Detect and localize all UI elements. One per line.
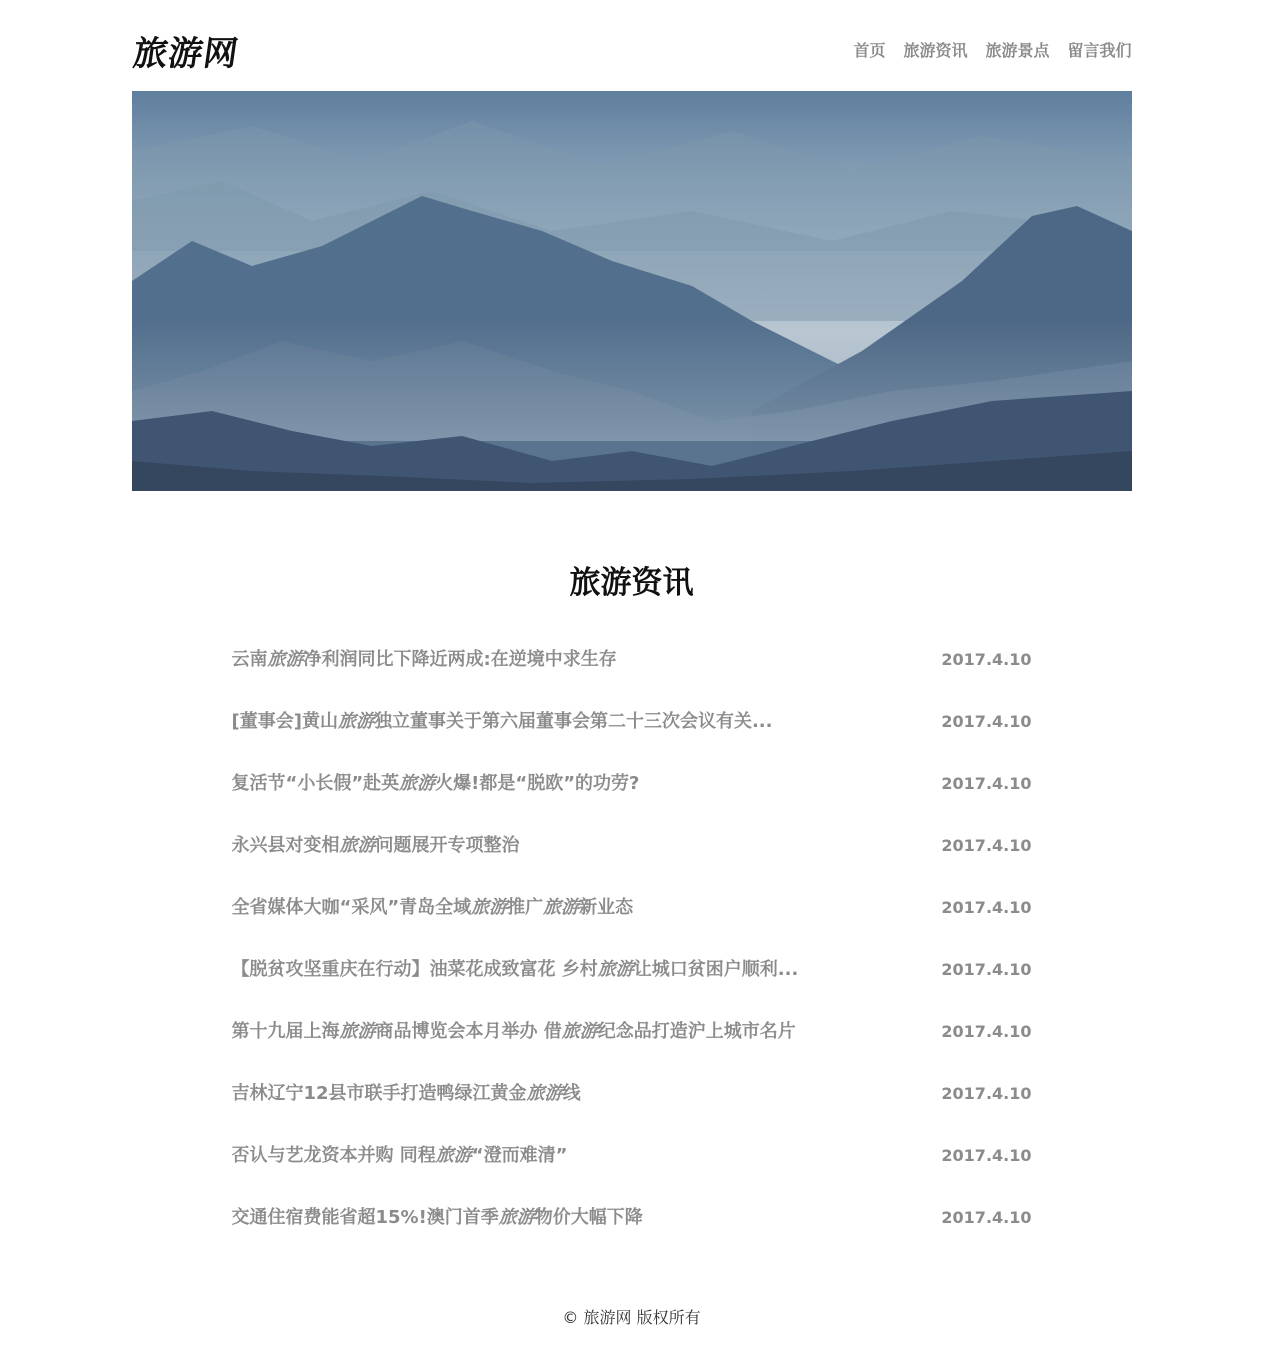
banner-image xyxy=(132,91,1132,491)
news-item[interactable] xyxy=(232,893,1032,955)
news-title-text: 线 xyxy=(562,1083,581,1104)
news-title-link[interactable] xyxy=(232,1141,832,1171)
news-title-link[interactable] xyxy=(232,831,832,861)
news-item[interactable] xyxy=(232,707,1032,769)
news-title-text: 吉林辽宁12县市联手打造鸭绿江黄金 xyxy=(231,1083,527,1104)
nav-contact-us[interactable]: 留言我们 xyxy=(1067,41,1132,60)
news-title-text: 【脱贫攻坚重庆在行动】油菜花成致富花 乡村 xyxy=(231,959,598,980)
news-title-text: 独立董事关于第六届董事会第二十三次会议有关... xyxy=(373,711,773,732)
news-title-keyword: 旅游 xyxy=(337,711,374,732)
news-item[interactable] xyxy=(232,955,1032,1017)
news-title-keyword: 旅游 xyxy=(339,1021,376,1042)
news-title-keyword: 旅游 xyxy=(471,897,508,918)
nav-home[interactable]: 首页 xyxy=(853,41,886,60)
news-date: 2017.4.10 xyxy=(941,898,1032,917)
news-title-link[interactable] xyxy=(232,955,832,985)
news-title-keyword: 旅游 xyxy=(597,959,634,980)
news-date: 2017.4.10 xyxy=(941,650,1032,669)
news-date: 2017.4.10 xyxy=(941,774,1032,793)
news-title-link[interactable] xyxy=(232,769,832,799)
news-title-text: 云南 xyxy=(231,649,268,670)
news-title-keyword: 旅游 xyxy=(339,835,376,856)
news-item[interactable] xyxy=(232,645,1032,707)
news-title-text: 永兴县对变相 xyxy=(231,835,340,856)
news-title-keyword: 旅游 xyxy=(267,649,304,670)
news-date: 2017.4.10 xyxy=(941,960,1032,979)
news-title-text: 推广 xyxy=(507,897,544,918)
news-title-text: 第十九届上海 xyxy=(231,1021,340,1042)
news-title-text: 净利润同比下降近两成:在逆境中求生存 xyxy=(303,649,617,670)
news-title-keyword: 旅游 xyxy=(498,1207,535,1228)
news-title-text: 物价大幅下降 xyxy=(534,1207,643,1228)
news-item[interactable] xyxy=(232,1079,1032,1141)
news-item[interactable] xyxy=(232,1203,1032,1265)
news-title-link[interactable] xyxy=(232,893,832,923)
news-title-text: 火爆!都是“脱欧”的功劳? xyxy=(435,773,640,794)
section-title: 旅游资讯 xyxy=(569,565,694,601)
news-title-text: 新业态 xyxy=(579,897,634,918)
news-title-text: 交通住宿费能省超15%!澳门首季 xyxy=(231,1207,499,1228)
news-title-link[interactable] xyxy=(232,707,832,737)
news-title-link[interactable] xyxy=(232,1203,832,1233)
news-title-text: 让城口贫困户顺利... xyxy=(633,959,799,980)
news-date: 2017.4.10 xyxy=(941,1084,1032,1103)
news-title-link[interactable] xyxy=(232,1079,832,1109)
site-logo[interactable]: 旅游网 xyxy=(130,34,241,74)
news-title-link[interactable] xyxy=(232,645,832,675)
news-title-text: 否认与艺龙资本并购 同程 xyxy=(231,1145,436,1166)
news-title-text: 纪念品打造沪上城市名片 xyxy=(597,1021,796,1042)
news-date: 2017.4.10 xyxy=(941,1146,1032,1165)
news-title-keyword: 旅游 xyxy=(399,773,436,794)
news-item[interactable] xyxy=(232,1141,1032,1203)
news-list xyxy=(132,645,1132,1265)
news-title-text: 复活节“小长假”赴英 xyxy=(231,773,400,794)
news-title-keyword: 旅游 xyxy=(561,1021,598,1042)
news-title-keyword: 旅游 xyxy=(435,1145,472,1166)
news-title-text: 问题展开专项整治 xyxy=(375,835,520,856)
news-date: 2017.4.10 xyxy=(941,712,1032,731)
news-title-keyword: 旅游 xyxy=(543,897,580,918)
news-date: 2017.4.10 xyxy=(941,1208,1032,1227)
news-date: 2017.4.10 xyxy=(941,836,1032,855)
news-item[interactable] xyxy=(232,831,1032,893)
nav-travel-news[interactable]: 旅游资讯 xyxy=(903,41,968,60)
news-title-text: “澄而难清” xyxy=(471,1145,568,1166)
main-nav xyxy=(853,38,1131,61)
news-title-link[interactable] xyxy=(232,1017,832,1047)
site-header xyxy=(132,0,1132,91)
site-footer: © 旅游网 版权所有 xyxy=(562,1308,701,1327)
news-title-text: 商品博览会本月举办 借 xyxy=(375,1021,562,1042)
page-container xyxy=(132,0,1132,1265)
news-title-keyword: 旅游 xyxy=(526,1083,563,1104)
nav-scenic-spots[interactable]: 旅游景点 xyxy=(985,41,1050,60)
news-title-text: [董事会]黄山 xyxy=(231,711,338,732)
news-item[interactable] xyxy=(232,769,1032,831)
news-date: 2017.4.10 xyxy=(941,1022,1032,1041)
news-item[interactable] xyxy=(232,1017,1032,1079)
news-title-text: 全省媒体大咖“采风”青岛全域 xyxy=(231,897,472,918)
